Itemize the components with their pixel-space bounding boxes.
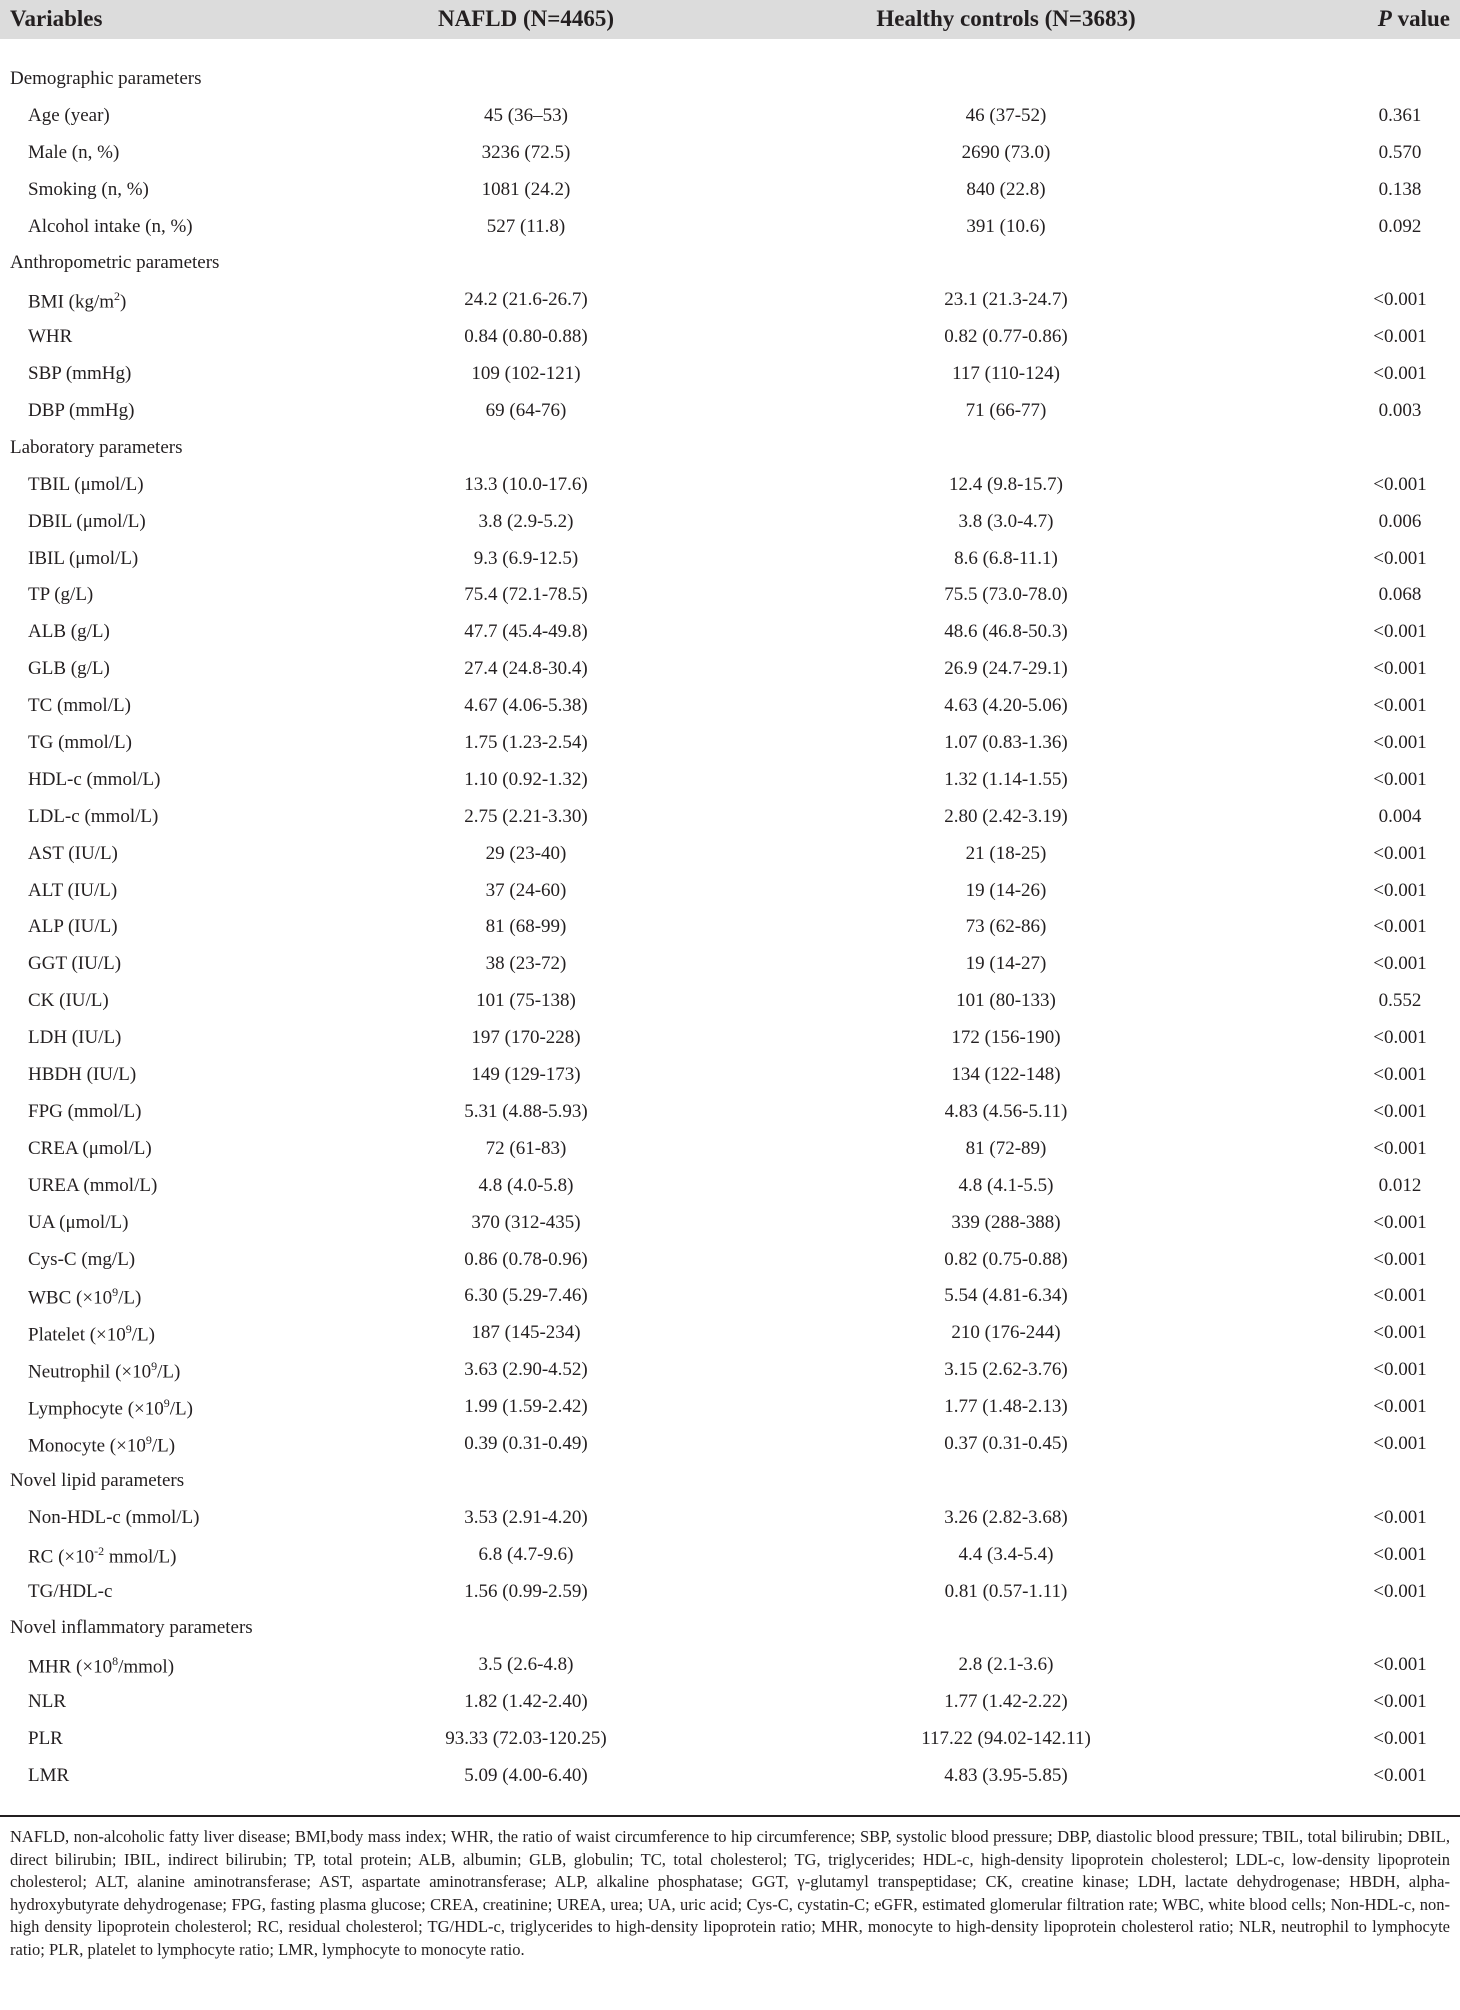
table-footnote: NAFLD, non-alcoholic fatty liver disease; BMI,body mass index; WHR, the ratio of waist circumference to hip circumference; SBP, systolic blood pressure; DBP, diastolic blood pressure; TBIL, total bilirubin; DBIL, direct bilirubin; IBIL, indirect bilirubin; TP, total protein; ALB, albumin; GLB, globulin; TC, total cholesterol; TG, triglycerides; HDL-c, high-density lipoprotein cholesterol; LDL-c, low-density lipoprotein cholesterol; ALT, alanine aminotransferase; AST, aspartate aminotransferase; ALP, alkaline phosphatase; GGT, γ-glutamyl transpeptidase; CK, creatine kinase; LDH, lactate dehydrogenase; HBDH, alpha-hydroxybutyrate dehydrogenase; FPG, fasting plasma glucose; CREA, creatinine; UREA, urea; UA, uric acid; Cys-C, cystatin-C; eGFR, estimated glomerular filtration rate; WBC, white blood cells; Non-HDL-c, non-high density lipoprotein cholesterol; RC, residual cholesterol; TG/HDL-c, triglycerides to high-density lipoprotein ratio; MHR, monocyte to high-density lipoprotein cholesterol ratio; NLR, neutrophil to lymphocyte ratio; PLR, platelet to lymphocyte ratio; LMR, lymphocyte to monocyte ratio. [10, 1827, 1450, 1959]
table-row [0, 359, 1460, 396]
variable-label-text: TC (mmol/L) [28, 695, 131, 717]
variable-label-text: TG (mmol/L) [28, 732, 132, 754]
variable-label-superscript: -2 [94, 1543, 105, 1558]
header-nafld: NAFLD (N=4465) [437, 6, 614, 31]
nafld-cell: 101 (75-138) [476, 990, 576, 1012]
variable-label [28, 621, 110, 643]
p-value-cell: <0.001 [1373, 658, 1427, 680]
section-label [10, 437, 183, 459]
controls-cell: 1.07 (0.83-1.36) [944, 732, 1068, 754]
header-p-italic: P [1377, 6, 1392, 31]
variable-label [28, 1544, 176, 1568]
variable-label [28, 990, 109, 1012]
variable-label-text: LDH (IU/L) [28, 1027, 122, 1049]
variable-label-text: GLB (g/L) [28, 658, 110, 680]
variable-label-text: Laboratory parameters [10, 436, 183, 458]
variable-label-suffix: mmol/L) [104, 1545, 177, 1567]
table-row [0, 1245, 1460, 1282]
variable-label [28, 179, 149, 201]
variable-label-text: ALB (g/L) [28, 621, 110, 643]
variable-label [28, 474, 144, 496]
variable-label-text: Monocyte (×10 [28, 1435, 146, 1457]
controls-cell: 4.83 (4.56-5.11) [944, 1100, 1068, 1122]
controls-cell: 0.81 (0.57-1.11) [944, 1580, 1068, 1602]
controls-cell: 2690 (73.0) [961, 141, 1051, 163]
controls-cell: 391 (10.6) [966, 215, 1046, 237]
table-row [0, 1281, 1460, 1318]
nafld-cell: 1.75 (1.23-2.54) [464, 732, 588, 754]
table-row [0, 1650, 1460, 1687]
table-row [0, 986, 1460, 1023]
controls-cell: 26.9 (24.7-29.1) [944, 658, 1068, 680]
p-value-cell: <0.001 [1373, 1764, 1427, 1786]
controls-cell: 4.83 (3.95-5.85) [944, 1764, 1068, 1786]
p-value-cell: <0.001 [1373, 953, 1427, 975]
nafld-cell: 0.39 (0.31-0.49) [464, 1432, 588, 1454]
table-row [0, 839, 1460, 876]
table-row [0, 322, 1460, 359]
controls-cell: 101 (80-133) [956, 990, 1056, 1012]
p-value-cell: <0.001 [1373, 879, 1427, 901]
variable-label-text: ALP (IU/L) [28, 916, 118, 938]
controls-cell: 3.15 (2.62-3.76) [944, 1359, 1068, 1381]
p-value-cell: <0.001 [1373, 1248, 1427, 1270]
variable-label-suffix: /mmol) [118, 1656, 175, 1678]
variable-label-text: LMR [28, 1764, 70, 1786]
variable-label-text: CK (IU/L) [28, 990, 109, 1012]
nafld-cell: 37 (24-60) [485, 879, 567, 901]
variable-label-superscript: 9 [125, 1322, 132, 1337]
nafld-cell: 81 (68-99) [485, 916, 567, 938]
table-row [0, 1429, 1460, 1466]
variable-label [28, 1064, 136, 1086]
variable-label-suffix: /L) [118, 1287, 142, 1309]
p-value-cell: <0.001 [1373, 1359, 1427, 1381]
table-row [0, 1503, 1460, 1540]
p-value-cell: <0.001 [1373, 363, 1427, 385]
variable-label [28, 1396, 193, 1420]
variable-label [28, 953, 121, 975]
p-value-cell: <0.001 [1373, 326, 1427, 348]
variable-label-text: GGT (IU/L) [28, 953, 122, 975]
section-label [10, 252, 219, 274]
variable-label-text: BMI (kg/m [28, 291, 115, 313]
variable-label [28, 1359, 180, 1383]
controls-cell: 0.37 (0.31-0.45) [944, 1432, 1068, 1454]
controls-cell: 3.8 (3.0-4.7) [958, 510, 1054, 532]
section-label [10, 1470, 184, 1492]
nafld-cell: 6.8 (4.7-9.6) [478, 1543, 574, 1565]
controls-cell: 21 (18-25) [965, 842, 1047, 864]
header-p-value [1378, 6, 1450, 32]
controls-cell: 339 (288-388) [951, 1211, 1061, 1233]
nafld-cell: 4.8 (4.0-5.8) [478, 1174, 574, 1196]
controls-cell: 75.5 (73.0-78.0) [944, 584, 1068, 606]
controls-cell: 0.82 (0.77-0.86) [944, 326, 1068, 348]
nafld-cell: 370 (312-435) [471, 1211, 581, 1233]
variable-label [28, 1581, 112, 1603]
p-value-cell: <0.001 [1373, 1064, 1427, 1086]
variable-label-text: LDL-c (mmol/L) [28, 805, 159, 827]
variable-label [28, 843, 118, 865]
section-label [10, 68, 202, 90]
table-row [0, 691, 1460, 728]
p-value-cell: 0.092 [1378, 215, 1422, 237]
p-value-cell: <0.001 [1373, 1580, 1427, 1602]
nafld-cell: 45 (36–53) [484, 104, 568, 126]
controls-cell: 12.4 (9.8-15.7) [949, 473, 1063, 495]
table-row [0, 138, 1460, 175]
variable-label-text: Anthropometric parameters [10, 252, 220, 274]
variable-label [28, 916, 118, 938]
variable-label-suffix: /L) [131, 1324, 155, 1346]
controls-cell: 4.8 (4.1-5.5) [958, 1174, 1054, 1196]
nafld-cell: 0.84 (0.80-0.88) [464, 326, 588, 348]
variable-label [28, 142, 119, 164]
table-row [0, 1577, 1460, 1614]
controls-cell: 19 (14-26) [965, 879, 1047, 901]
p-value-cell: 0.068 [1378, 584, 1422, 606]
table-row [0, 1318, 1460, 1355]
controls-cell: 5.54 (4.81-6.34) [944, 1285, 1068, 1307]
p-value-cell: <0.001 [1373, 1396, 1427, 1418]
nafld-cell: 38 (23-72) [485, 953, 567, 975]
p-value-cell: <0.001 [1373, 1211, 1427, 1233]
section-header-row [0, 433, 1460, 470]
variable-label-text: PLR [28, 1728, 63, 1750]
nafld-cell: 1081 (24.2) [481, 178, 571, 200]
section-header-row [0, 64, 1460, 101]
variable-label-superscript: 8 [112, 1654, 119, 1669]
variable-label-text: HDL-c (mmol/L) [28, 768, 161, 790]
variable-label [28, 769, 160, 791]
variable-label-suffix: /L) [151, 1435, 176, 1457]
p-value-cell: <0.001 [1373, 695, 1427, 717]
nafld-cell: 69 (64-76) [485, 400, 567, 422]
p-value-cell: 0.003 [1378, 400, 1422, 422]
variable-label-text: HBDH (IU/L) [28, 1064, 137, 1086]
p-value-cell: <0.001 [1373, 1691, 1427, 1713]
p-value-cell: <0.001 [1373, 1728, 1427, 1750]
table-row [0, 1060, 1460, 1097]
p-value-cell: <0.001 [1373, 1654, 1427, 1676]
variable-label-text: Non-HDL-c (mmol/L) [28, 1506, 200, 1528]
variable-label [28, 695, 131, 717]
nafld-cell: 5.31 (4.88-5.93) [464, 1100, 588, 1122]
table-row [0, 876, 1460, 913]
controls-cell: 2.80 (2.42-3.19) [944, 805, 1068, 827]
variable-label [28, 1175, 157, 1197]
nafld-cell: 3.8 (2.9-5.2) [478, 510, 574, 532]
variable-label-text: Lymphocyte (×10 [28, 1398, 164, 1420]
controls-cell: 172 (156-190) [951, 1027, 1061, 1049]
variable-label-text: UA (μmol/L) [28, 1211, 129, 1233]
table-row [0, 728, 1460, 765]
variable-label-text: TBIL (μmol/L) [28, 473, 144, 495]
variable-label-superscript: 9 [145, 1432, 152, 1447]
p-value-cell: <0.001 [1373, 1506, 1427, 1528]
variable-label [28, 1728, 63, 1750]
nafld-cell: 72 (61-83) [485, 1137, 567, 1159]
variable-label [28, 216, 193, 238]
variable-label-superscript: 9 [112, 1285, 119, 1300]
table-row [0, 1097, 1460, 1134]
variable-label [28, 1765, 69, 1787]
table-row [0, 617, 1460, 654]
variable-label [28, 326, 72, 348]
p-value-cell: <0.001 [1373, 842, 1427, 864]
variable-label-text: NLR [28, 1691, 66, 1713]
nafld-cell: 9.3 (6.9-12.5) [473, 547, 579, 569]
header-variables: Variables [10, 6, 103, 31]
variable-label-text: Platelet (×10 [28, 1324, 126, 1346]
p-value-cell: 0.004 [1378, 805, 1422, 827]
p-value-cell: <0.001 [1373, 547, 1427, 569]
nafld-cell: 527 (11.8) [486, 215, 566, 237]
table-header [0, 0, 1460, 39]
controls-cell: 840 (22.8) [966, 178, 1046, 200]
p-value-cell: 0.552 [1378, 990, 1422, 1012]
variable-label-suffix: /L) [157, 1361, 181, 1383]
table-bottom-rule [0, 1815, 1460, 1817]
table-body [0, 64, 1460, 1798]
controls-cell: 134 (122-148) [951, 1064, 1061, 1086]
header-p-rest: value [1391, 6, 1450, 31]
p-value-cell: <0.001 [1373, 768, 1427, 790]
nafld-cell: 27.4 (24.8-30.4) [464, 658, 588, 680]
section-header-row [0, 1466, 1460, 1503]
header-healthy-controls: Healthy controls (N=3683) [876, 6, 1136, 31]
variable-label-text: Novel lipid parameters [10, 1469, 185, 1491]
nafld-cell: 93.33 (72.03-120.25) [445, 1728, 607, 1750]
variable-label-suffix: ) [120, 291, 127, 313]
p-value-cell: <0.001 [1373, 1432, 1427, 1454]
controls-cell: 19 (14-27) [965, 953, 1047, 975]
variable-label [28, 511, 146, 533]
table-row [0, 912, 1460, 949]
controls-cell: 8.6 (6.8-11.1) [954, 547, 1058, 569]
variable-label-text: Smoking (n, %) [28, 178, 149, 200]
table-row [0, 396, 1460, 433]
variable-label-text: CREA (μmol/L) [28, 1137, 152, 1159]
variable-label [28, 1101, 141, 1123]
controls-cell: 23.1 (21.3-24.7) [944, 289, 1068, 311]
controls-cell: 1.32 (1.14-1.55) [944, 768, 1068, 790]
nafld-cell: 5.09 (4.00-6.40) [464, 1764, 588, 1786]
variable-label [28, 732, 132, 754]
variable-label-text: MHR (×10 [28, 1656, 113, 1678]
variable-label-text: TG/HDL-c [28, 1580, 113, 1602]
variable-label-text: DBP (mmHg) [28, 400, 135, 422]
nafld-cell: 6.30 (5.29-7.46) [464, 1285, 588, 1307]
nafld-cell: 0.86 (0.78-0.96) [464, 1248, 588, 1270]
controls-cell: 4.63 (4.20-5.06) [944, 695, 1068, 717]
table-row [0, 212, 1460, 249]
variable-label [28, 1433, 175, 1457]
variable-label [28, 1212, 128, 1234]
nafld-cell: 4.67 (4.06-5.38) [464, 695, 588, 717]
table-row [0, 1171, 1460, 1208]
nafld-cell: 1.82 (1.42-2.40) [464, 1691, 588, 1713]
variable-label-text: FPG (mmol/L) [28, 1100, 142, 1122]
variable-label [28, 1027, 121, 1049]
controls-cell: 71 (66-77) [965, 400, 1047, 422]
variable-label-text: Cys-C (mg/L) [28, 1248, 136, 1270]
variable-label-text: Alcohol intake (n, %) [28, 215, 193, 237]
variable-label-suffix: /L) [169, 1398, 193, 1420]
variable-label-text: Male (n, %) [28, 141, 120, 163]
variable-label [28, 1322, 155, 1346]
table-row [0, 507, 1460, 544]
variable-label [28, 1654, 174, 1678]
p-value-cell: 0.361 [1378, 104, 1422, 126]
nafld-cell: 109 (102-121) [471, 363, 581, 385]
controls-cell: 3.26 (2.82-3.68) [944, 1506, 1068, 1528]
p-value-cell: <0.001 [1373, 621, 1427, 643]
variable-label-text: UREA (mmol/L) [28, 1174, 158, 1196]
variable-label-text: RC (×10 [28, 1545, 95, 1567]
p-value-cell: <0.001 [1373, 1100, 1427, 1122]
p-value-cell: 0.570 [1378, 141, 1422, 163]
variable-label [28, 806, 158, 828]
controls-cell: 117 (110-124) [952, 363, 1060, 385]
nafld-cell: 3.63 (2.90-4.52) [464, 1359, 588, 1381]
nafld-cell: 1.56 (0.99-2.59) [464, 1580, 588, 1602]
nafld-cell: 3236 (72.5) [481, 141, 571, 163]
section-label [10, 1617, 253, 1639]
controls-cell: 81 (72-89) [965, 1137, 1047, 1159]
variable-label [28, 1507, 199, 1529]
controls-cell: 0.82 (0.75-0.88) [944, 1248, 1068, 1270]
controls-cell: 46 (37-52) [965, 104, 1047, 126]
variable-label-text: SBP (mmHg) [28, 363, 132, 385]
p-value-cell: <0.001 [1373, 1137, 1427, 1159]
variable-label [28, 105, 110, 127]
variable-label-text: WBC (×10 [28, 1287, 113, 1309]
p-value-cell: 0.012 [1378, 1174, 1422, 1196]
controls-cell: 48.6 (46.8-50.3) [944, 621, 1068, 643]
table-row [0, 654, 1460, 691]
p-value-cell: <0.001 [1373, 473, 1427, 495]
controls-cell: 117.22 (94.02-142.11) [921, 1728, 1091, 1750]
p-value-cell: <0.001 [1373, 916, 1427, 938]
variable-label-text: IBIL (μmol/L) [28, 547, 139, 569]
variable-label-text: WHR [28, 326, 73, 348]
table-row [0, 1355, 1460, 1392]
nafld-cell: 149 (129-173) [471, 1064, 581, 1086]
controls-cell: 1.77 (1.42-2.22) [944, 1691, 1068, 1713]
variable-label [28, 880, 117, 902]
table-row [0, 544, 1460, 581]
variable-label-text: Novel inflammatory parameters [10, 1617, 253, 1639]
variable-label-text: AST (IU/L) [28, 842, 118, 864]
nafld-cell: 2.75 (2.21-3.30) [464, 805, 588, 827]
variable-label-superscript: 9 [151, 1359, 158, 1374]
variable-label [28, 363, 131, 385]
table-row [0, 1392, 1460, 1429]
p-value-cell: <0.001 [1373, 1285, 1427, 1307]
table-row [0, 470, 1460, 507]
variable-label-text: DBIL (μmol/L) [28, 510, 146, 532]
nafld-cell: 1.99 (1.59-2.42) [464, 1396, 588, 1418]
table-row [0, 1687, 1460, 1724]
p-value-cell: 0.006 [1378, 510, 1422, 532]
variable-label [28, 1249, 135, 1271]
nafld-cell: 1.10 (0.92-1.32) [464, 768, 588, 790]
variable-label-text: Demographic parameters [10, 68, 202, 89]
p-value-cell: <0.001 [1373, 1543, 1427, 1565]
nafld-cell: 29 (23-40) [485, 842, 567, 864]
variable-label [28, 1285, 141, 1309]
nafld-cell: 3.53 (2.91-4.20) [464, 1506, 588, 1528]
variable-label [28, 1138, 152, 1160]
p-value-cell: <0.001 [1373, 1322, 1427, 1344]
nafld-cell: 75.4 (72.1-78.5) [464, 584, 588, 606]
controls-cell: 73 (62-86) [965, 916, 1047, 938]
p-value-cell: <0.001 [1373, 1027, 1427, 1049]
variable-label-text: Age (year) [28, 104, 110, 126]
table-row [0, 1134, 1460, 1171]
table-row [0, 765, 1460, 802]
table-row [0, 1208, 1460, 1245]
variable-label [28, 658, 110, 680]
table-row [0, 1761, 1460, 1798]
variable-label-text: TP (g/L) [28, 584, 94, 606]
variable-label [28, 584, 93, 606]
variable-label [28, 1691, 66, 1713]
controls-cell: 210 (176-244) [951, 1322, 1061, 1344]
variable-label-text: ALT (IU/L) [28, 879, 118, 901]
p-value-cell: <0.001 [1373, 732, 1427, 754]
p-value-cell: 0.138 [1378, 178, 1422, 200]
table-row [0, 1724, 1460, 1761]
variable-label [28, 548, 138, 570]
controls-cell: 2.8 (2.1-3.6) [958, 1654, 1054, 1676]
table-row [0, 175, 1460, 212]
table-row [0, 802, 1460, 839]
section-header-row [0, 248, 1460, 285]
variable-label-superscript: 9 [163, 1396, 170, 1411]
controls-cell: 1.77 (1.48-2.13) [944, 1396, 1068, 1418]
variable-label-superscript: 2 [114, 289, 121, 304]
section-header-row [0, 1613, 1460, 1650]
table-row [0, 285, 1460, 322]
variable-label [28, 289, 126, 313]
nafld-cell: 47.7 (45.4-49.8) [464, 621, 588, 643]
nafld-cell: 187 (145-234) [471, 1322, 581, 1344]
nafld-cell: 13.3 (10.0-17.6) [464, 473, 588, 495]
nafld-cell: 24.2 (21.6-26.7) [464, 289, 588, 311]
table-row [0, 1023, 1460, 1060]
table-row [0, 101, 1460, 138]
controls-cell: 4.4 (3.4-5.4) [958, 1543, 1054, 1565]
table-row [0, 580, 1460, 617]
p-value-cell: <0.001 [1373, 289, 1427, 311]
table-row [0, 949, 1460, 986]
table-row [0, 1540, 1460, 1577]
variable-label [28, 400, 134, 422]
variable-label-text: Neutrophil (×10 [28, 1361, 152, 1383]
nafld-cell: 197 (170-228) [471, 1027, 581, 1049]
nafld-cell: 3.5 (2.6-4.8) [478, 1654, 574, 1676]
